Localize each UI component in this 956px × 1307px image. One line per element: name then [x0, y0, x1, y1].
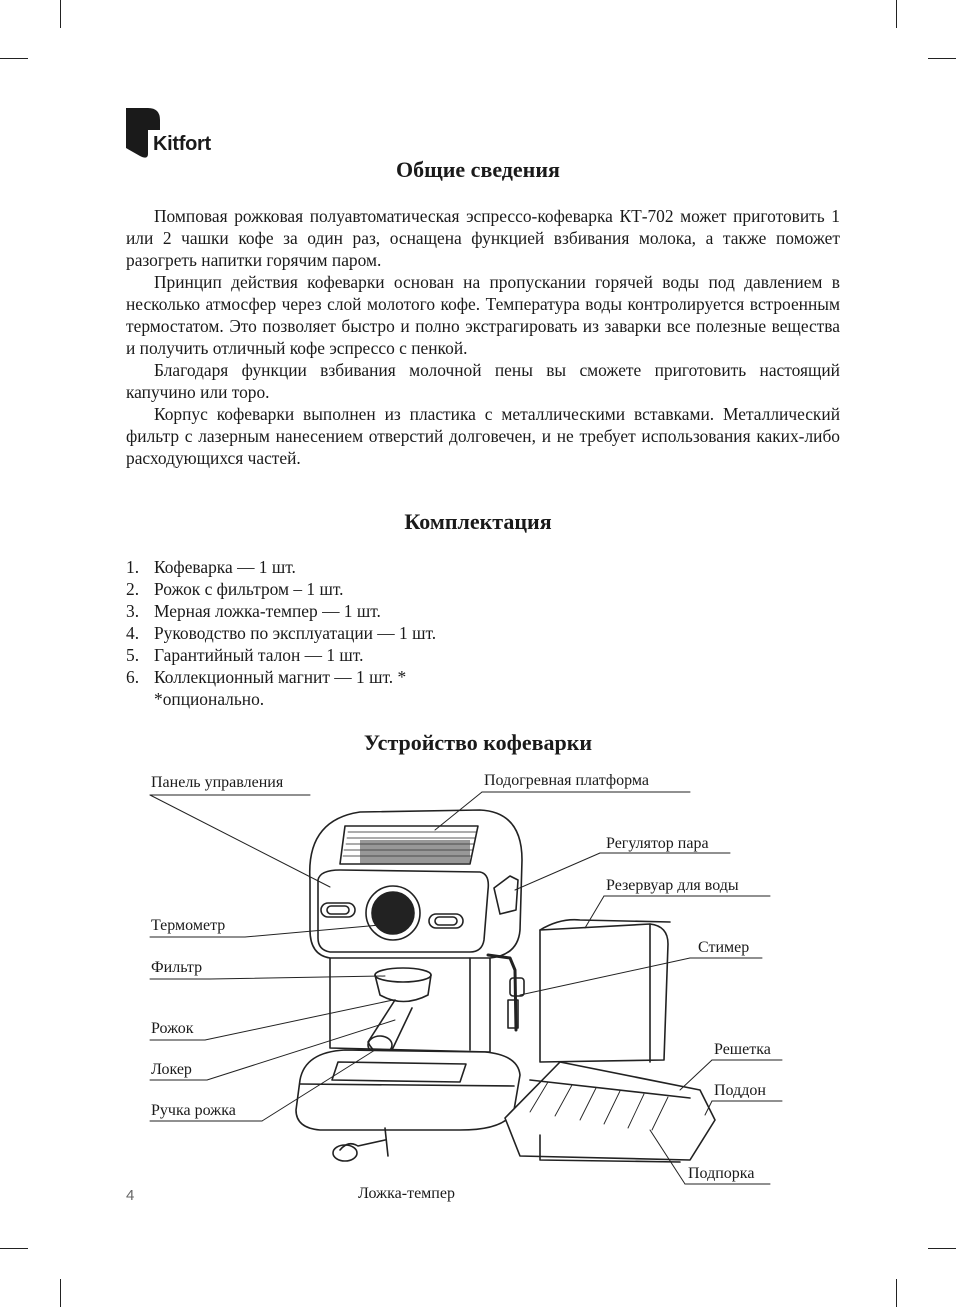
list-item: 2. Рожок с фильтром – 1 шт. — [126, 579, 344, 599]
paragraph: Корпус кофеварки выполнен из пластика с металлическими вставками. Металлический фильтр с лазерным нанесением отверстий долговечен, и не требует использования каких-либо расходующихся частей. — [126, 404, 840, 468]
label-filter: Фильтр — [151, 959, 203, 976]
label-water-tank: Резервуар для воды — [606, 877, 739, 894]
label-portafilter: Рожок — [151, 1020, 194, 1037]
brand-name: Kitfort — [153, 133, 211, 155]
paragraph: Помповая рожковая полуавтоматическая эспрессо-кофеварка КТ-702 может приготовить 1 или 2 чашки кофе за один раз, оснащена функцией взбивания молока, а также поможет разогреть напитки горячим паром. — [126, 206, 840, 270]
section-title-device: Устройство кофеварки — [363, 730, 593, 755]
label-control-panel: Панель управления — [151, 774, 284, 791]
paragraph: Благодаря функции взбивания молочной пены вы сможете приготовить настоящий капучино или торо. — [126, 360, 840, 402]
list-item: 4. Руководство по эксплуатации — 1 шт. — [126, 623, 437, 643]
label-steamer: Стимер — [698, 939, 750, 956]
label-thermometer: Термометр — [151, 917, 226, 934]
section-title-general: Общие сведения — [396, 157, 560, 182]
label-warming-platform: Подогревная платформа — [484, 772, 649, 789]
label-tamper-spoon: Ложка-темпер — [358, 1185, 455, 1202]
label-support: Подпорка — [688, 1165, 755, 1182]
list-item: 5. Гарантийный талон — 1 шт. — [126, 645, 364, 665]
section-title-package: Комплектация — [404, 509, 552, 534]
page-number: 4 — [126, 1187, 135, 1204]
list-item: 1. Кофеварка — 1 шт. — [126, 557, 296, 577]
list-item: 6. Коллекционный магнит — 1 шт. * — [126, 667, 407, 687]
label-steam-regulator: Регулятор пара — [606, 835, 709, 852]
paragraph: Принцип действия кофеварки основан на пропускании горячей воды под давлением в несколько атмосфер через слой молотого кофе. Температура воды контролируется встроенным термостатом. Это позволяет быстро и полно экстрагировать из заварки все полезные вещества и получить отличный кофе эспрессо с пенкой. — [126, 272, 840, 358]
label-drip-tray: Поддон — [714, 1082, 766, 1099]
label-locker: Локер — [151, 1061, 192, 1078]
label-portafilter-handle: Ручка рожка — [151, 1102, 236, 1119]
label-grate: Решетка — [714, 1041, 771, 1058]
optional-note: *опционально. — [154, 689, 265, 709]
list-item: 3. Мерная ложка-темпер — 1 шт. — [126, 601, 381, 621]
